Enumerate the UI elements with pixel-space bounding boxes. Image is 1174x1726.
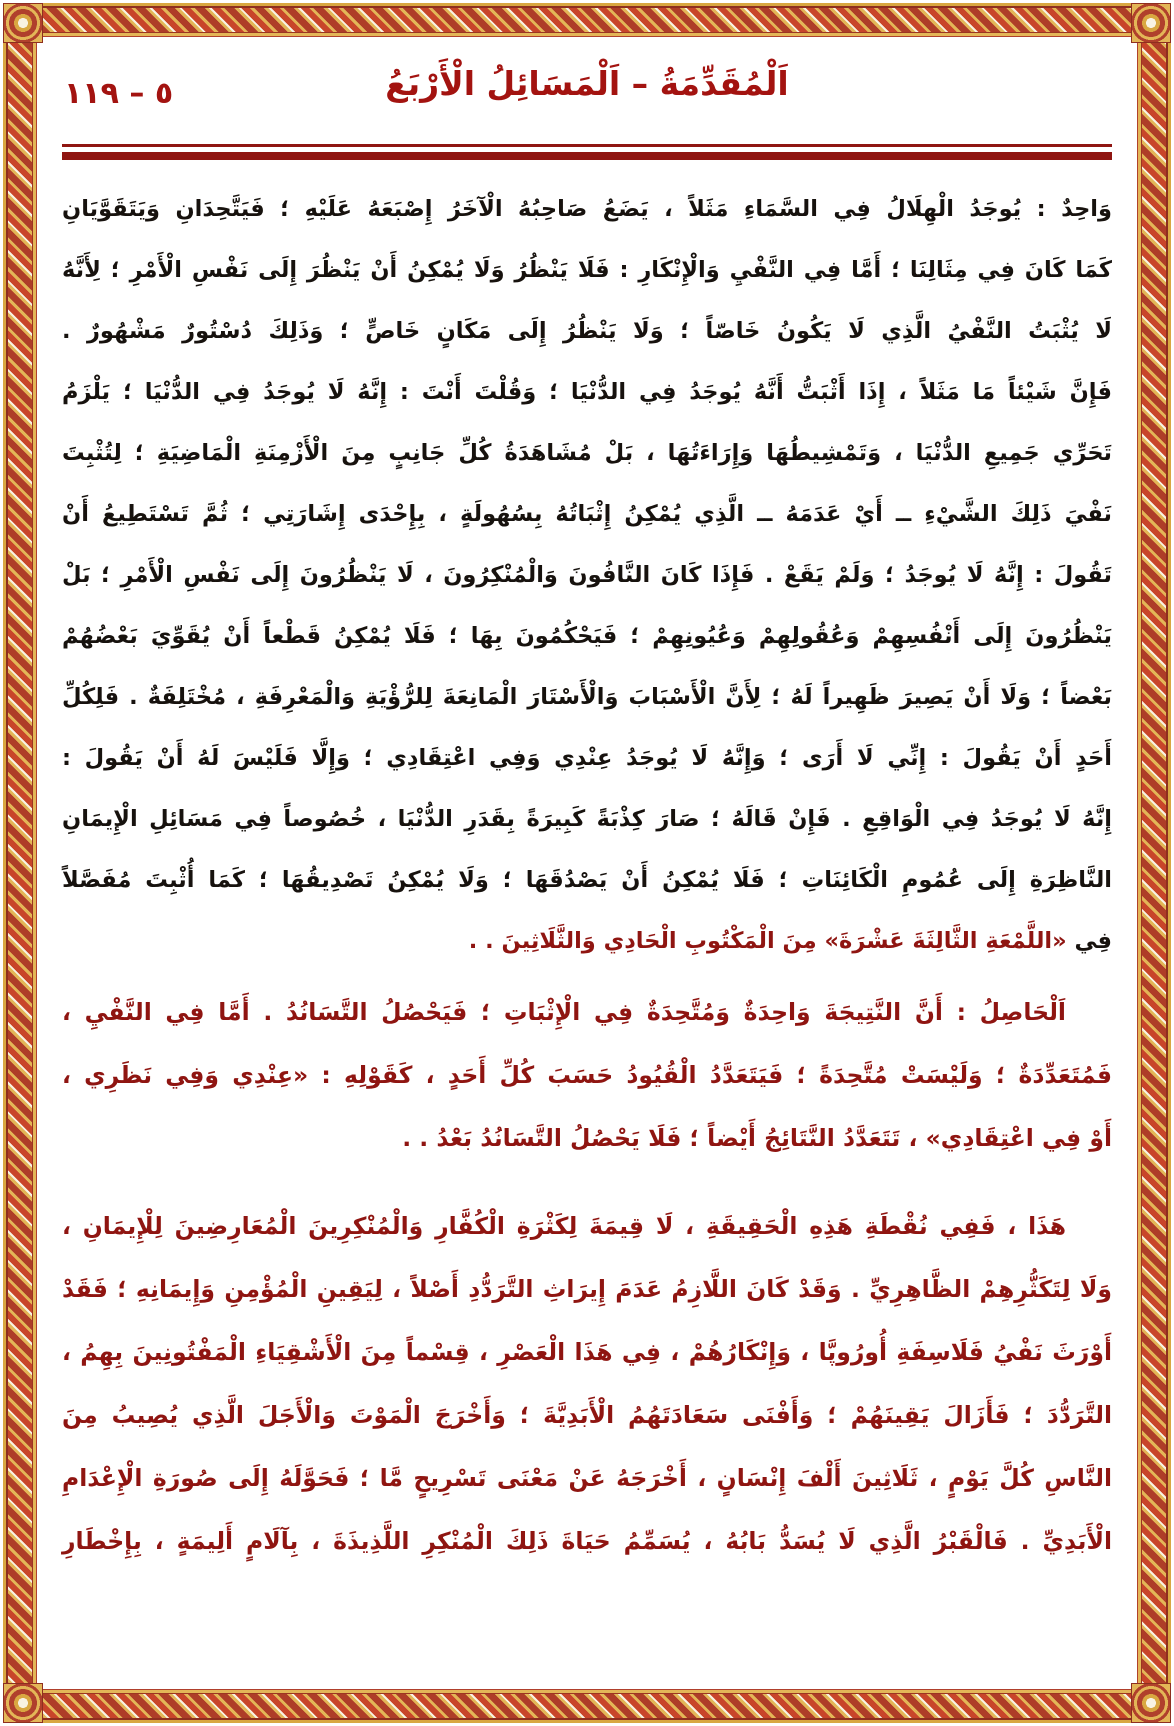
text-line: تَقُولَ : إِنَّهُ لَا يُوجَدُ ؛ وَلَمْ يَقَعْ . فَإِذَا كَانَ النَّافُونَ وَالْمُنْكِرُونَ ، لَا يَنْظُرُونَ إِلَى نَفْسِ الْأَمْرِ ؛ بَلْ: [62, 562, 1112, 588]
page-number: ٥ – ١١٩: [64, 76, 174, 111]
text-line: تَحَرِّي جَمِيعِ الدُّنْيَا ، وَتَمْشِيطُهَا وَإِرَاءَتُهَا ، بَلْ مُشَاهَدَةُ كُلِّ جَانِبٍ مِنَ الْأَزْمِنَةِ الْمَاضِيَةِ ؛ لِتُثْبِتَ: [62, 440, 1112, 466]
text-line: [62, 911, 1112, 972]
text-line: كَمَا كَانَ فِي مِثَالِنَا ؛ أَمَّا فِي النَّفْيِ وَالْإِنْكَارِ : فَلَا يَنْظُرُ وَلَا يُمْكِنُ أَنْ يَنْظُرَ إِلَى نَفْسِ الْأَمْرِ ؛ لِأَنَّهُ: [62, 257, 1112, 283]
text-line: أَوْرَثَ نَفْيُ فَلَاسِفَةِ أُورُوپَّا ، وَإِنْكَارُهُمْ ، فِي هَذَا الْعَصْرِ ، قِسْماً مِنَ الْأَشْقِيَاءِ الْمَفْتُونِينَ بِهِمُ ،: [62, 1338, 1112, 1366]
text-line: وَلَا لِتَكَثُّرِهِمْ الظَّاهِرِيِّ . وَقَدْ كَانَ اللَّازِمُ عَدَمَ إِيرَاثِ التَّرَدُّدِ أَصْلاً ، لِيَقِينِ الْمُؤْمِنِ وَإِيمَانِهِ ؛ فَقَدْ: [62, 1275, 1112, 1303]
page-title: اَلْمُقَدِّمَةُ – اَلْمَسَائِلُ الْأَرْبَعُ: [385, 64, 789, 103]
text-line: النَّاسِ كُلَّ يَوْمٍ ، ثَلَاثِينَ أَلْفَ إِنْسَانٍ ، أَخْرَجَهُ عَنْ مَعْنَى تَسْرِيحٍ مَّا ؛ فَحَوَّلَهُ إِلَى صُورَةِ الْإِعْدَامِ: [62, 1464, 1112, 1492]
text-line: فَمُتَعَدِّدَةٌ ؛ وَلَيْسَتْ مُتَّحِدَةً ؛ فَيَتَعَدَّدُ الْقُيُودُ حَسَبَ كُلِّ أَحَدٍ ، كَقَوْلِهِ : «عِنْدِي وَفِي نَظَرِي ،: [62, 1061, 1112, 1089]
highlighted-reference: «اللَّمْعَةِ الثَّالِثَةَ عَشْرَةَ»: [824, 928, 1067, 954]
text-line: إِنَّهُ لَا يُوجَدُ فِي الْوَاقِعِ . فَإِنْ قَالَهُ ؛ صَارَ كِذْبَةً كَبِيرَةً بِقَدَرِ الدُّنْيَا ، خُصُوصاً فِي مَسَائِلِ الْإِيمَانِ: [62, 806, 1112, 832]
text-line: بَعْضاً ؛ وَلَا أَنْ يَصِيرَ ظَهِيراً لَهُ ؛ لِأَنَّ الْأَسْبَابَ وَالْأَسْتَارَ الْمَانِعَةَ لِلرُّؤْيَةِ وَالْمَعْرِفَةِ ، مُخْتَلِفَةٌ . فَلِكُلِّ: [62, 684, 1112, 710]
text-segment: مِنَ الْمَكْتُوبِ الْحَادِي وَالثَّلَاثِينَ . .: [468, 928, 825, 954]
text-line: يَنْظُرُونَ إِلَى أَنْفُسِهِمْ وَعُقُولِهِمْ وَعُيُونِهِمْ ؛ فَيَحْكُمُونَ بِهَا ؛ فَلَا يُمْكِنُ قَطْعاً أَنْ يُقَوِّيَ بَعْضُهُمْ: [62, 623, 1112, 649]
border-corner-rosette: [3, 3, 43, 43]
text-line: اَلْحَاصِلُ : أَنَّ النَّتِيجَةَ وَاحِدَةٌ وَمُتَّحِدَةٌ فِي الْإِثْبَاتِ ؛ فَيَحْصُلُ التَّسَانُدُ . أَمَّا فِي النَّفْيِ ،: [62, 998, 1066, 1026]
body-text: [62, 179, 1112, 1573]
text-line: أَوْ فِي اعْتِقَادِي» ، تَتَعَدَّدُ النَّتَائِجُ أَيْضاً ؛ فَلَا يَحْصُلُ التَّسَانُدُ بَعْدُ . .: [402, 1124, 1112, 1152]
text-line: النَّاظِرَةِ إِلَى عُمُومِ الْكَائِنَاتِ ؛ فَلَا يُمْكِنُ أَنْ يَصْدُقَهَا ؛ وَلَا يُمْكِنُ تَصْدِيقُهَا ؛ كَمَا أُثْبِتَ مُفَصَّلاً: [62, 867, 1112, 893]
paragraph-example-affirmation: [62, 179, 1112, 362]
header-double-rule: [62, 144, 1112, 160]
border-corner-rosette: [3, 1683, 43, 1723]
text-line: وَاحِدٌ : يُوجَدُ الْهِلَالُ فِي السَّمَاءِ مَثَلاً ، يَضَعُ صَاحِبُهُ الْآخَرُ إِصْبَعَهُ عَلَيْهِ ؛ فَيَتَّحِدَانِ وَيَتَقَوَّيَانِ: [62, 196, 1112, 222]
page-content: [62, 50, 1112, 1680]
text-segment: فِي: [1066, 928, 1112, 954]
text-line: هَذَا ، فَفِي نُقْطَةِ هَذِهِ الْحَقِيقَةِ ، لَا قِيمَةَ لِكَثْرَةِ الْكُفَّارِ وَالْمُنْكِرِينَ الْمُعَارِضِينَ لِلْإِيمَانِ ،: [62, 1212, 1066, 1240]
text-line: فَإِنَّ شَيْئاً مَا مَثَلاً ، إِذَا أَثْبَتُّ أَنَّهُ يُوجَدُ فِي الدُّنْيَا ؛ وَقُلْتَ أَنْتَ : إِنَّهُ لَا يُوجَدُ فِي الدُّنْيَا ؛ يَلْزَمُ: [62, 379, 1112, 405]
text-line: لَا يُثْبَتُ النَّفْيُ الَّذِي لَا يَكُونُ خَاصّاً ؛ وَلَا يَنْظُرُ إِلَى مَكَانٍ خَاصٍّ ؛ وَذَلِكَ دُسْتُورٌ مَشْهُورٌ .: [62, 318, 1112, 344]
text-line: الْأَبَدِيِّ . فَالْقَبْرُ الَّذِي لَا يُسَدُّ بَابُهُ ، يُسَمِّمُ حَيَاةَ ذَلِكَ الْمُنْكِرِ اللَّذِيذَةَ ، بِآلَامٍ أَلِيمَةٍ ، بِإِخْطَارِ: [62, 1527, 1112, 1555]
paragraph-closing: [62, 1195, 1112, 1573]
border-corner-rosette: [1131, 3, 1171, 43]
text-line: أَحَدٍ أَنْ يَقُولَ : إِنِّي لَا أَرَى ؛ وَإِنَّهُ لَا يُوجَدُ عِنْدِي وَفِي اعْتِقَادِي ؛ وَإِلَّا فَلَيْسَ لَهُ أَنْ يَقُولَ :: [62, 745, 1112, 771]
paragraph-negation-argument: [62, 362, 1112, 972]
paragraph-summary: [62, 981, 1112, 1170]
page-header: [62, 50, 1112, 134]
text-line: نَفْيَ ذَلِكَ الشَّيْءِ ــ أَيْ عَدَمَهُ ــ الَّذِي يُمْكِنُ إِثْبَاتُهُ بِسُهُولَةٍ ، بِإِحْدَى إِشَارَتِي ؛ ثُمَّ تَسْتَطِيعُ أَنْ: [62, 501, 1112, 527]
text-line: التَّرَدُّدَ ؛ فَأَزَالَ يَقِينَهُمْ ؛ وَأَفْنَى سَعَادَتَهُمُ الْأَبَدِيَّةَ ؛ وَأَخْرَجَ الْمَوْتَ وَالْأَجَلَ الَّذِي يُصِيبُ مِنَ: [62, 1401, 1112, 1429]
border-corner-rosette: [1131, 1683, 1171, 1723]
